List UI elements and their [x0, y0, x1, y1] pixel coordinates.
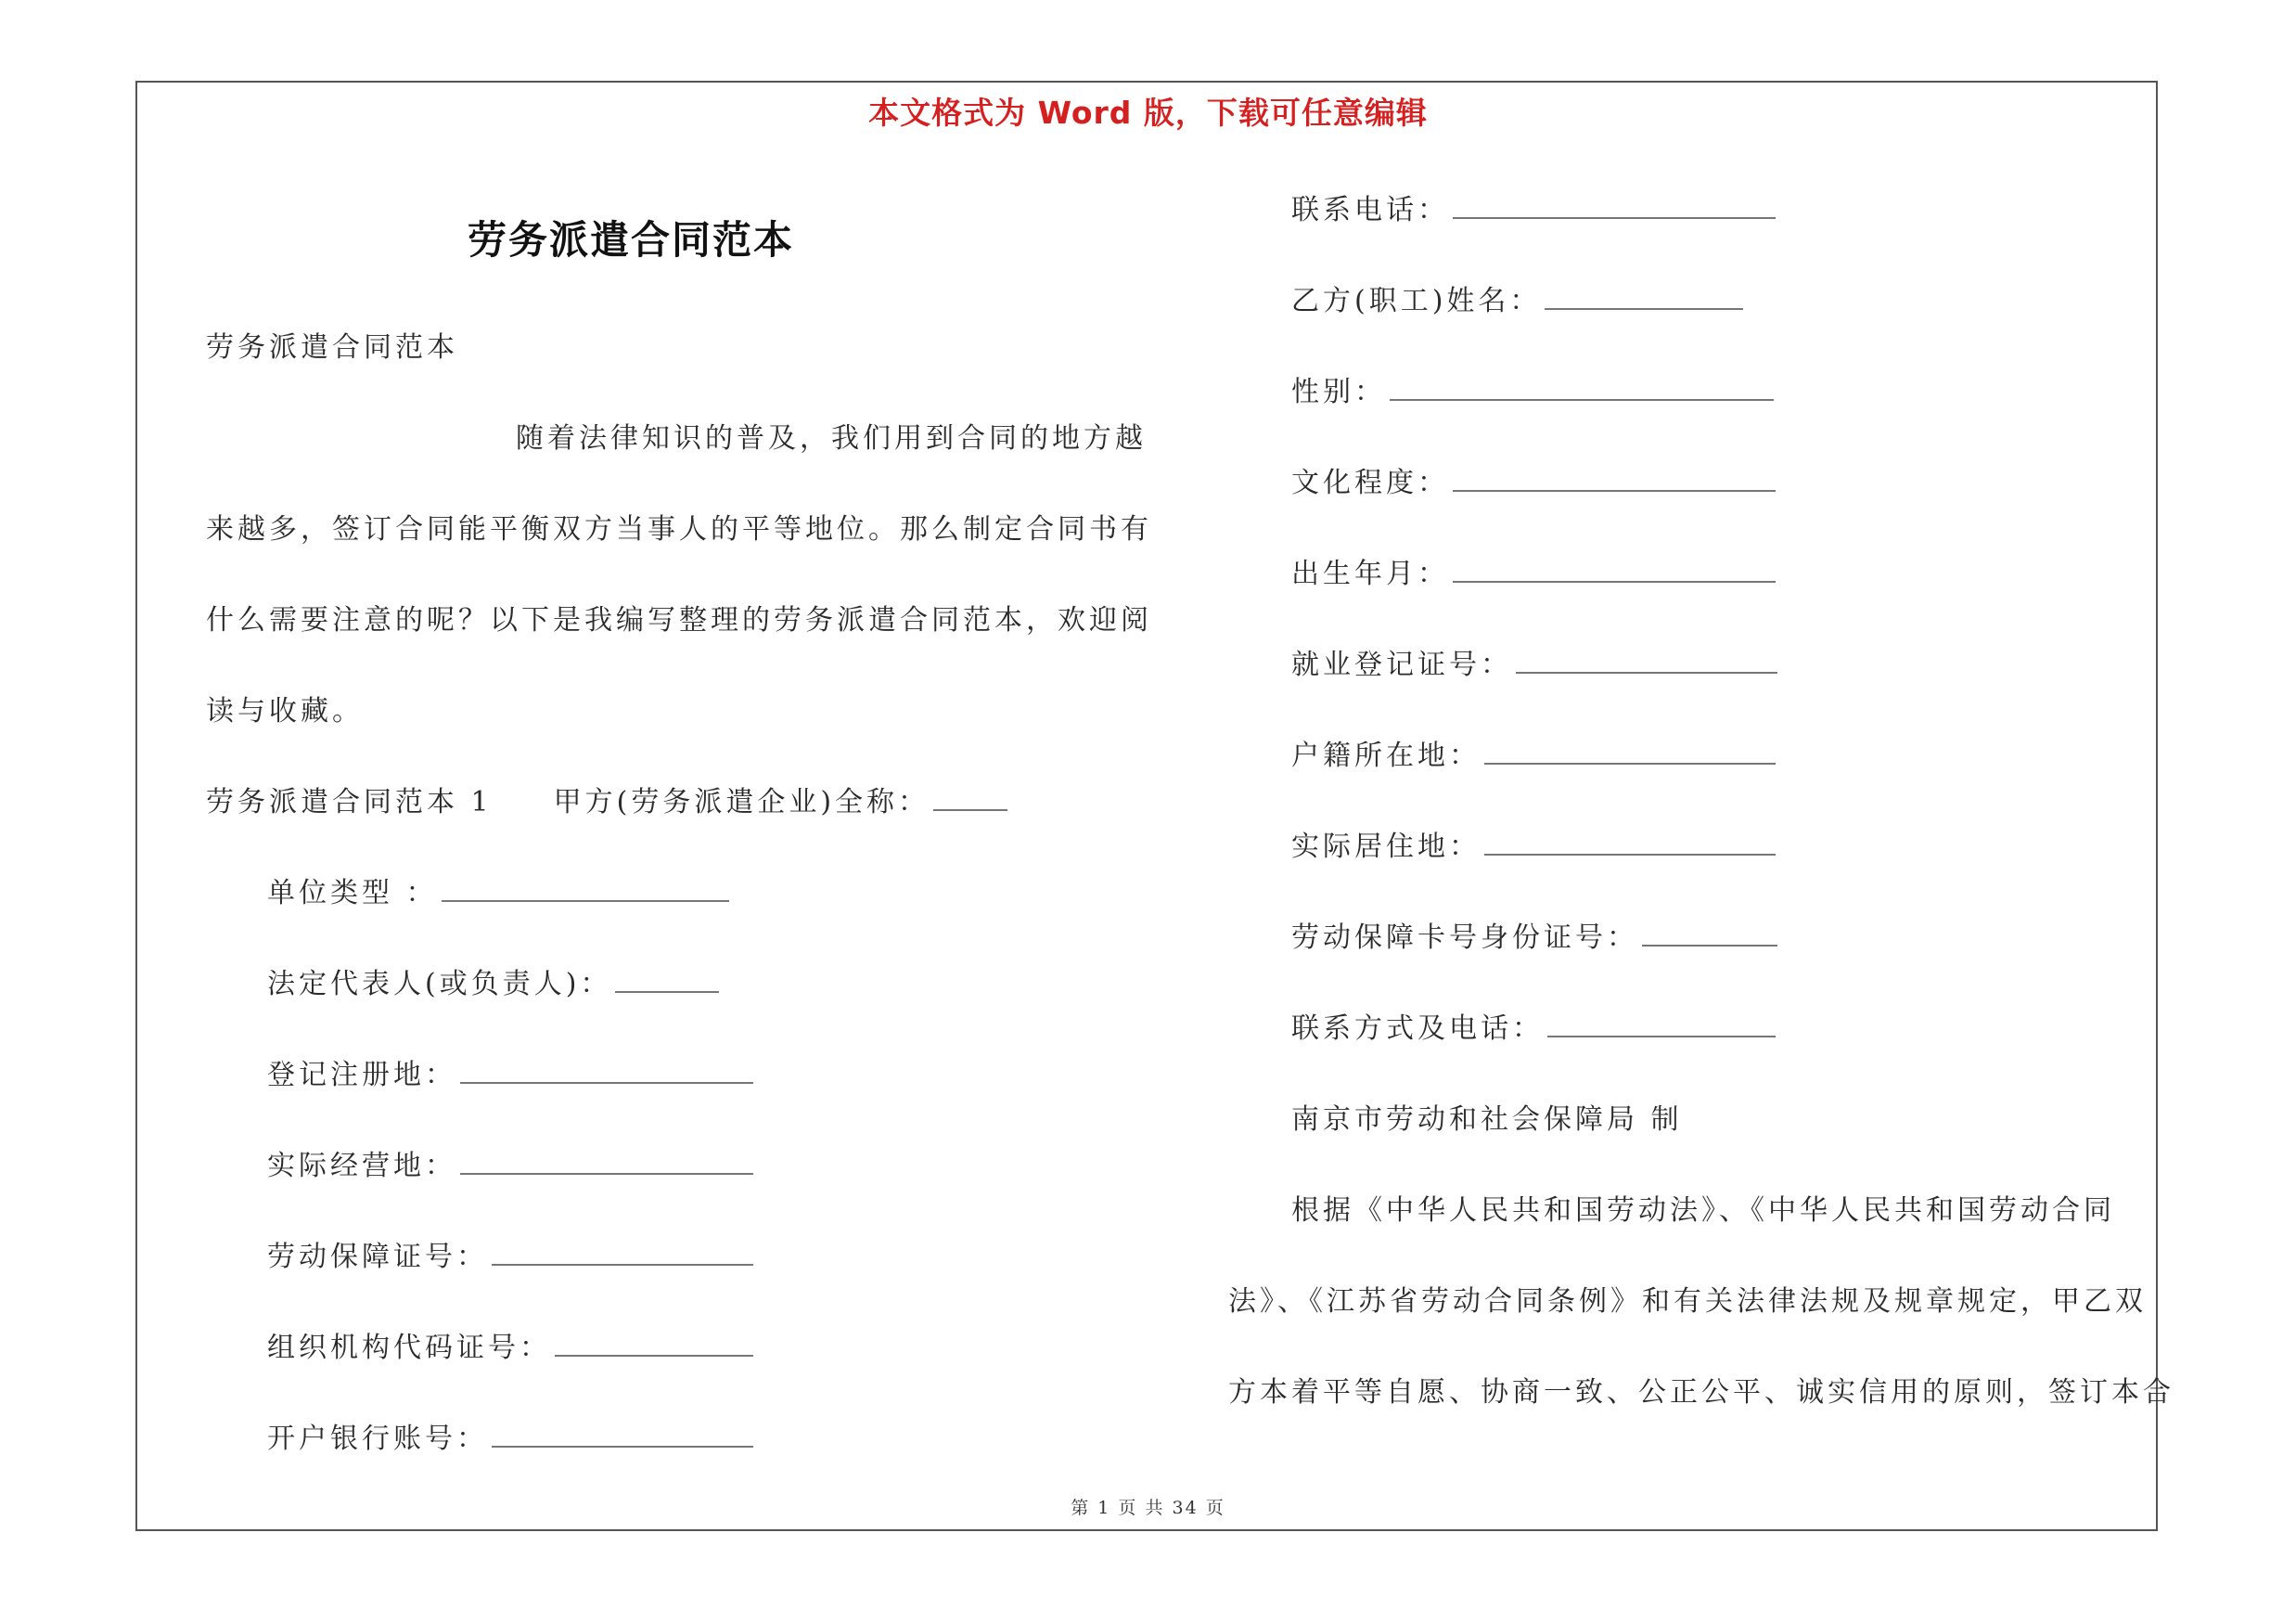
issuer-line: 南京市劳动和社会保障局 制 — [1291, 1103, 1683, 1136]
field-bank-account — [267, 1421, 753, 1458]
field-label: 法定代表人(或负责人)： — [267, 968, 612, 1000]
field-blank — [442, 878, 729, 902]
field-blank — [492, 1423, 753, 1448]
field-blank — [1484, 741, 1776, 765]
field-blank — [1453, 195, 1776, 219]
party-a-fullname-label: 甲方(劳务派遣企业)全称： — [553, 786, 930, 818]
field-label: 实际经营地： — [267, 1150, 456, 1182]
field-registration-place — [267, 1057, 753, 1094]
party-a-fullname-blank — [933, 787, 1007, 811]
field-blank — [1516, 650, 1777, 674]
field-label: 出生年月： — [1291, 558, 1449, 590]
intro-line-3: 什么需要注意的呢？以下是我编写整理的劳务派遣合同范本，欢迎阅 — [206, 604, 1152, 637]
field-label: 性别： — [1291, 376, 1386, 408]
field-label: 联系方式及电话： — [1291, 1012, 1544, 1045]
field-gender — [1291, 374, 1774, 411]
field-blank — [1390, 377, 1774, 401]
field-organization-code — [267, 1330, 753, 1367]
field-contact-method — [1291, 1011, 1776, 1048]
field-blank — [615, 969, 719, 993]
field-label: 乙方(职工)姓名： — [1291, 285, 1542, 317]
field-blank — [460, 1151, 753, 1175]
field-contact-phone — [1291, 192, 1776, 229]
field-label: 登记注册地： — [267, 1059, 456, 1091]
field-blank — [1453, 559, 1776, 583]
field-labor-card-id — [1291, 920, 1777, 957]
field-legal-representative — [267, 966, 719, 1003]
field-label: 劳动保障卡号身份证号： — [1291, 921, 1638, 954]
paragraph-line-3: 方本着平等自愿、协商一致、公正公平、诚实信用的原则，签订本合 — [1228, 1376, 2174, 1409]
field-actual-residence — [1291, 829, 1776, 866]
document-title: 劳务派遣合同范本 — [467, 217, 794, 263]
field-blank — [1545, 286, 1743, 310]
field-blank — [1547, 1013, 1776, 1037]
field-label: 单位类型 ： — [267, 877, 438, 909]
field-label: 实际居住地： — [1291, 831, 1481, 863]
field-blank — [1453, 468, 1776, 492]
field-label: 文化程度： — [1291, 467, 1449, 499]
field-label: 组织机构代码证号： — [267, 1332, 551, 1364]
field-business-place — [267, 1148, 753, 1185]
section-heading: 劳务派遣合同范本 1 — [206, 786, 493, 818]
intro-line-2: 来越多，签订合同能平衡双方当事人的平等地位。那么制定合同书有 — [206, 513, 1152, 546]
field-education — [1291, 465, 1776, 502]
field-label: 户籍所在地： — [1291, 740, 1481, 772]
field-label: 就业登记证号： — [1291, 649, 1512, 681]
field-blank — [492, 1242, 753, 1266]
field-blank — [460, 1060, 753, 1084]
page-number: 第 1 页 共 34 页 — [1071, 1498, 1225, 1518]
intro-line-4: 读与收藏。 — [206, 695, 364, 728]
field-label: 劳动保障证号： — [267, 1241, 488, 1273]
section-heading-line — [206, 784, 1007, 821]
field-labor-security-number — [267, 1239, 753, 1276]
paragraph-line-1: 根据《中华人民共和国劳动法》、《中华人民共和国劳动合同 — [1291, 1194, 2115, 1227]
field-birth-date — [1291, 556, 1776, 593]
intro-line-1: 随着法律知识的普及，我们用到合同的地方越 — [516, 422, 1147, 455]
field-party-b-name — [1291, 283, 1743, 320]
subtitle: 劳务派遣合同范本 — [206, 331, 458, 364]
field-label: 开户银行账号： — [267, 1423, 488, 1455]
field-blank — [555, 1333, 753, 1357]
field-employment-registration — [1291, 647, 1777, 684]
field-household-registration — [1291, 738, 1776, 775]
field-blank — [1642, 922, 1777, 947]
field-unit-type — [267, 875, 729, 912]
format-banner: 本文格式为 Word 版，下载可任意编辑 — [868, 95, 1428, 131]
paragraph-line-2: 法》、《江苏省劳动合同条例》和有关法律法规及规章规定，甲乙双 — [1228, 1285, 2147, 1318]
field-label: 联系电话： — [1291, 194, 1449, 226]
field-blank — [1484, 831, 1776, 856]
